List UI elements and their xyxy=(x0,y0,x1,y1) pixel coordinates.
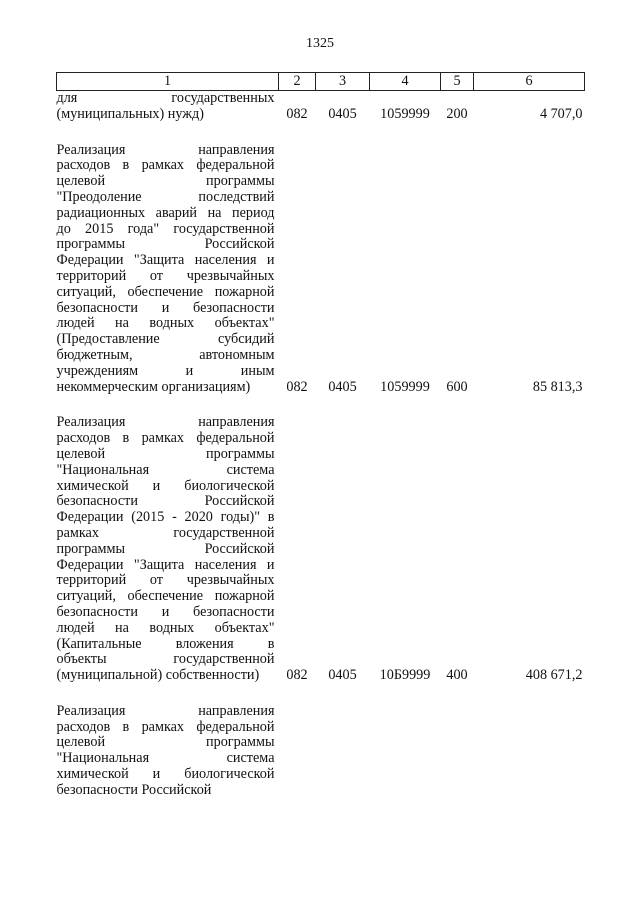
description-line: людей на водных объектах" xyxy=(56,619,275,636)
description-line: безопасности и безопасности xyxy=(56,603,275,620)
description-line: "Национальная система xyxy=(56,461,275,478)
column-header-3: 3 xyxy=(316,73,370,91)
description-line: "Преодоление последствий xyxy=(56,188,275,205)
amount-value: 4 707,0 xyxy=(539,105,583,122)
target-item-code: 10Б9999 xyxy=(379,667,431,684)
description-line: людей на водных объектах" xyxy=(56,315,275,332)
description-line: расходов в рамках федеральной xyxy=(56,718,275,735)
section-code: 0405 xyxy=(328,378,357,395)
description-line: учреждениям и иным xyxy=(56,362,275,379)
description-line: Федерации (2015 - 2020 годы)" в xyxy=(56,509,275,526)
description-line: (муниципальной) собственности) xyxy=(56,667,260,684)
description-line: безопасности Российской xyxy=(56,781,212,798)
expense-description xyxy=(57,415,279,684)
description-line: территорий от чрезвычайных xyxy=(56,267,275,284)
expense-type-code xyxy=(441,704,474,799)
description-line: ситуаций, обеспечение пожарной xyxy=(56,588,275,605)
amount-value xyxy=(474,704,585,799)
description-line: Реализация направления xyxy=(56,141,275,158)
column-header-4: 4 xyxy=(370,73,441,91)
description-line: объекты государственной xyxy=(56,651,275,668)
row-spacer xyxy=(57,395,585,415)
description-line: (Предоставление субсидий xyxy=(56,331,275,348)
description-line: безопасности и безопасности xyxy=(56,299,275,316)
section-code xyxy=(316,704,370,799)
amount-value: 85 813,3 xyxy=(532,378,583,395)
column-number-header-row xyxy=(57,73,585,91)
description-line: безопасности Российской xyxy=(56,493,275,510)
description-line: (муниципальных) нужд) xyxy=(56,105,204,122)
table-row xyxy=(57,143,585,396)
row-spacer xyxy=(57,684,585,704)
ministry-code: 082 xyxy=(286,667,308,684)
target-item-code: 1059999 xyxy=(380,378,430,395)
description-line: Реализация направления xyxy=(56,702,275,719)
table-row xyxy=(57,704,585,799)
description-line: целевой программы xyxy=(56,173,275,190)
expense-type-code: 600 xyxy=(446,378,468,395)
description-line: химической и биологической xyxy=(56,477,275,494)
budget-table xyxy=(56,72,585,799)
section-code: 0405 xyxy=(328,105,357,122)
ministry-code xyxy=(279,704,316,799)
description-line: (Капитальные вложения в xyxy=(56,635,275,652)
ministry-code: 082 xyxy=(286,105,308,122)
description-line: некоммерческим организациям) xyxy=(56,378,251,395)
description-line: для государственных xyxy=(56,90,275,106)
description-line: бюджетным, автономным xyxy=(56,346,275,363)
column-header-5: 5 xyxy=(441,73,474,91)
description-line: "Национальная система xyxy=(56,750,275,767)
description-line: рамках государственной xyxy=(56,524,275,541)
description-line: целевой программы xyxy=(56,734,275,751)
column-header-2: 2 xyxy=(279,73,316,91)
description-line: расходов в рамках федеральной xyxy=(56,157,275,174)
column-header-6: 6 xyxy=(474,73,585,91)
section-code: 0405 xyxy=(328,667,357,684)
description-line: ситуаций, обеспечение пожарной xyxy=(56,283,275,300)
table-row xyxy=(57,91,585,123)
expense-description xyxy=(57,143,279,396)
expense-description xyxy=(57,704,279,799)
description-line: территорий от чрезвычайных xyxy=(56,572,275,589)
expense-type-code: 200 xyxy=(446,105,468,122)
description-line: целевой программы xyxy=(56,445,275,462)
description-line: до 2015 года" государственной xyxy=(56,220,275,237)
description-line: расходов в рамках федеральной xyxy=(56,430,275,447)
table-row xyxy=(57,415,585,684)
description-line: Федерации "Защита населения и xyxy=(56,556,275,573)
ministry-code: 082 xyxy=(286,378,308,395)
expense-type-code: 400 xyxy=(446,667,468,684)
description-line: Реализация направления xyxy=(56,414,275,431)
amount-value: 408 671,2 xyxy=(525,667,583,684)
row-spacer xyxy=(57,123,585,143)
column-header-1: 1 xyxy=(57,73,279,91)
target-item-code: 1059999 xyxy=(380,105,430,122)
description-line: радиационных аварий на период xyxy=(56,204,275,221)
target-item-code xyxy=(370,704,441,799)
description-line: химической и биологической xyxy=(56,766,275,783)
expense-description xyxy=(57,91,279,123)
description-line: программы Российской xyxy=(56,540,275,557)
table-body xyxy=(57,91,585,799)
description-line: Федерации "Защита населения и xyxy=(56,252,275,269)
description-line: программы Российской xyxy=(56,236,275,253)
page-number: 1325 xyxy=(306,36,334,51)
